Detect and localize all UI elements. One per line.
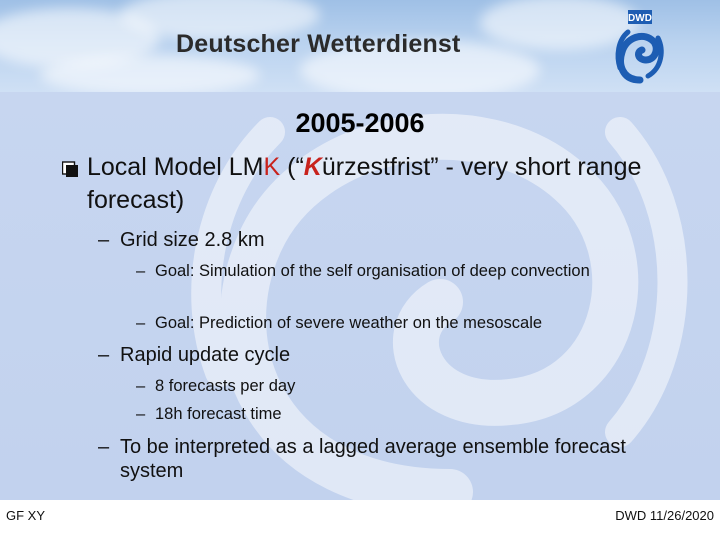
sub-list-item xyxy=(136,403,282,425)
footer-left-label: GF XY xyxy=(6,508,46,523)
main-bullet-text: Local Model LMK (“Kürzestfrist” - very short range forecast) xyxy=(87,153,642,214)
dash-marker: – xyxy=(98,229,110,251)
list-item-text: Grid size 2.8 km xyxy=(120,229,265,251)
sub-list-item-text: 18h forecast time xyxy=(155,405,282,423)
sub-list-item xyxy=(136,260,636,282)
footer-date: DWD 11/26/2020 xyxy=(615,508,714,523)
sub-list-item-text: Goal: Prediction of severe weather on the mesoscale xyxy=(155,314,543,332)
list-item xyxy=(98,343,290,367)
org-name: Deutscher Wetterdienst xyxy=(176,30,461,58)
checkbox-bullet-icon xyxy=(62,160,79,177)
sub-list-item xyxy=(136,375,295,397)
list-item-text: Rapid update cycle xyxy=(120,344,291,366)
sub-list-item-text: 8 forecasts per day xyxy=(155,377,296,395)
slide-title: 2005-2006 xyxy=(295,108,425,138)
dash-marker: – xyxy=(136,314,146,332)
list-item xyxy=(98,228,264,252)
dash-marker: – xyxy=(136,262,146,280)
dash-marker: – xyxy=(98,344,110,366)
footer xyxy=(0,500,720,540)
main-bullet xyxy=(62,151,682,217)
dash-marker: – xyxy=(136,405,146,423)
list-item-text: To be interpreted as a lagged average ensemble forecast system xyxy=(120,436,626,482)
sub-list-item xyxy=(136,312,676,334)
sub-list-item-text: Goal: Simulation of the self organisation of deep convection xyxy=(155,262,590,280)
dash-marker: – xyxy=(98,436,110,458)
list-item xyxy=(98,435,658,483)
logo-text: DWD xyxy=(628,13,652,24)
dash-marker: – xyxy=(136,377,146,395)
